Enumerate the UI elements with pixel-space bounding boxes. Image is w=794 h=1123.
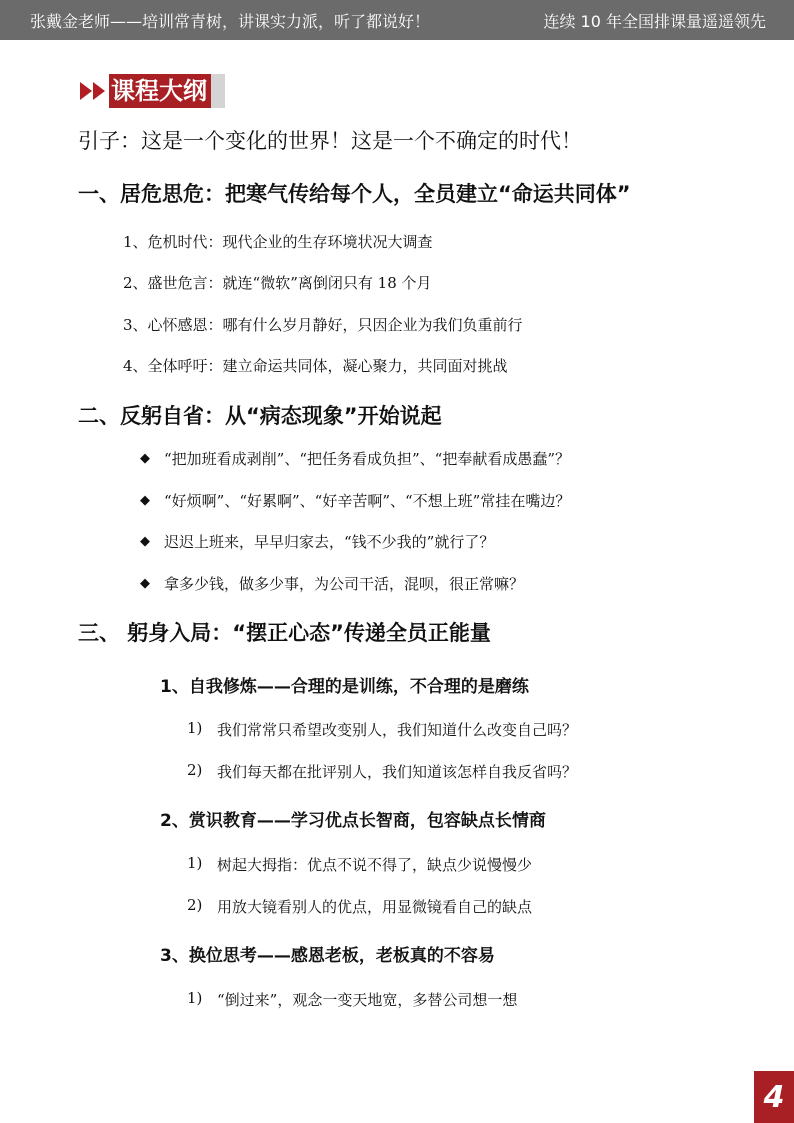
section-label xyxy=(80,74,225,108)
item-text: 树起大拇指：优点不说不得了，缺点少说慢慢少 xyxy=(217,856,533,874)
item-number: 1) xyxy=(187,854,203,872)
part3-heading: 三、 躬身入局：“摆正心态”传递全员正能量 xyxy=(78,621,491,645)
subsection-heading: 1、自我修炼——合理的是训练，不合理的是磨练 xyxy=(160,677,529,697)
subsection-item xyxy=(187,896,532,917)
item-text: 我们每天都在批评别人，我们知道该怎样自我反省吗？ xyxy=(217,763,578,781)
page-number: 4 xyxy=(754,1071,794,1123)
part1-item: 1、危机时代：现代企业的生存环境状况大调查 xyxy=(123,233,433,251)
page-header xyxy=(0,0,794,40)
part1-heading: 一、居危思危：把寒气传给每个人，全员建立“命运共同体” xyxy=(78,182,631,206)
section-title: 课程大纲 xyxy=(109,74,211,108)
subsection-item xyxy=(187,989,517,1010)
diamond-bullet-icon: ◆ xyxy=(140,493,150,508)
subsection-item xyxy=(187,719,577,740)
intro-line: 引子：这是一个变化的世界！这是一个不确定的时代！ xyxy=(78,129,582,153)
bullet-text: “好烦啊”、“好累啊”、“好辛苦啊”、“不想上班”常挂在嘴边？ xyxy=(164,492,571,510)
part2-bullet xyxy=(140,448,570,469)
header-claim: 连续 10 年全国排课量遥遥领先 xyxy=(543,11,766,31)
part1-item: 2、盛世危言：就连“微软”离倒闭只有 18 个月 xyxy=(123,274,432,292)
part1-item: 4、全体呼吁：建立命运共同体，凝心聚力，共同面对挑战 xyxy=(123,357,508,375)
subsection-item xyxy=(187,854,532,875)
section-title-shadow xyxy=(211,74,225,108)
part2-heading: 二、反躬自省：从“病态现象”开始说起 xyxy=(78,404,442,428)
bullet-text: 迟迟上班来，早早归家去，“钱不少我的”就行了？ xyxy=(164,533,495,551)
part1-item: 3、心怀感恩：哪有什么岁月静好，只因企业为我们负重前行 xyxy=(123,316,523,334)
diamond-bullet-icon: ◆ xyxy=(140,576,150,591)
bullet-text: “把加班看成剥削”、“把任务看成负担”、“把奉献看成愚蠢”？ xyxy=(164,450,571,468)
bullet-text: 拿多少钱，做多少事，为公司干活，混呗，很正常嘛？ xyxy=(164,575,525,593)
subsection-heading: 2、赏识教育——学习优点长智商，包容缺点长情商 xyxy=(160,811,546,831)
item-text: “倒过来”，观念一变天地宽，多替公司想一想 xyxy=(217,991,518,1009)
item-number: 2) xyxy=(187,761,203,779)
part2-bullet xyxy=(140,490,570,511)
item-number: 1) xyxy=(187,719,203,737)
diamond-bullet-icon: ◆ xyxy=(140,534,150,549)
item-number: 2) xyxy=(187,896,203,914)
item-number: 1) xyxy=(187,989,203,1007)
item-text: 我们常常只希望改变别人，我们知道什么改变自己吗？ xyxy=(217,721,578,739)
part2-bullet xyxy=(140,573,524,594)
header-slogan: 张戴金老师——培训常青树，讲课实力派，听了都说好！ xyxy=(30,11,431,31)
part2-bullet xyxy=(140,531,494,552)
subsection-item xyxy=(187,761,577,782)
diamond-bullet-icon: ◆ xyxy=(140,451,150,466)
section-title-box xyxy=(109,74,225,108)
double-arrow-icon xyxy=(80,82,105,100)
subsection-heading: 3、换位思考——感恩老板，老板真的不容易 xyxy=(160,946,495,966)
item-text: 用放大镜看别人的优点，用显微镜看自己的缺点 xyxy=(217,898,533,916)
